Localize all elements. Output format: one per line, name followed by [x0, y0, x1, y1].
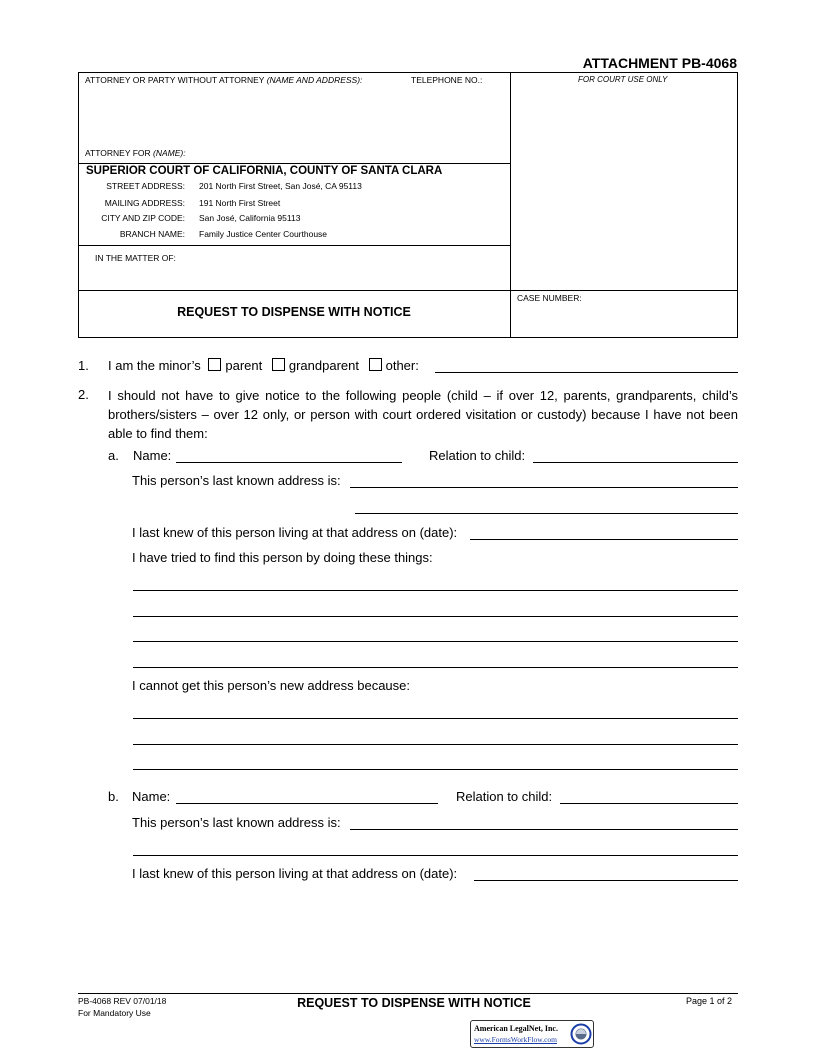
item-1-line — [108, 358, 419, 373]
item-a-letter: a. — [108, 448, 119, 463]
item-a-date-input[interactable] — [470, 539, 738, 540]
attorney-field-label: ATTORNEY OR PARTY WITHOUT ATTORNEY (NAME AND ADDRESS): — [85, 75, 363, 85]
item-b-relation-label: Relation to child: — [456, 789, 553, 804]
item-a-cannot-line-1[interactable] — [133, 718, 738, 719]
item-a-name-input[interactable] — [176, 462, 402, 463]
branch-label: BRANCH NAME: — [119, 229, 185, 239]
other-input[interactable] — [435, 372, 738, 373]
court-name: SUPERIOR COURT OF CALIFORNIA, COUNTY OF SANTA CLARA — [86, 165, 443, 177]
matter-input[interactable] — [190, 250, 500, 284]
case-number-label: CASE NUMBER: — [517, 293, 582, 303]
item-b-date-input[interactable] — [474, 880, 738, 881]
street-label: STREET ADDRESS: — [106, 181, 185, 191]
footer-title: REQUEST TO DISPENSE WITH NOTICE — [297, 996, 531, 1010]
mailing-label: MAILING ADDRESS: — [104, 198, 185, 208]
american-legalnet-logo — [470, 1020, 594, 1048]
city-label: CITY AND ZIP CODE: — [101, 213, 185, 223]
item-1-number: 1. — [78, 358, 89, 373]
logo-line-2: www.FormsWorkFlow.com — [474, 1035, 558, 1044]
footer-page: Page 1 of 2 — [685, 996, 732, 1006]
other-checkbox[interactable] — [369, 358, 382, 371]
item-a-name-label: Name: — [133, 448, 172, 463]
parent-label: parent — [225, 358, 263, 373]
item-b-name-input[interactable] — [176, 803, 438, 804]
matter-rule — [78, 245, 510, 246]
globe-icon — [570, 1023, 592, 1045]
item-b-relation-input[interactable] — [560, 803, 738, 804]
item-b-date-label: I last knew of this person living at that address on (date): — [132, 866, 458, 881]
item-b-letter: b. — [108, 789, 119, 804]
caption-divider — [510, 72, 511, 338]
item-b-address-label: This person’s last known address is: — [132, 815, 341, 830]
other-label: other: — [385, 358, 419, 373]
item-a-relation-label: Relation to child: — [429, 448, 526, 463]
city-value: San José, California 95113 — [199, 213, 301, 223]
item-a-date-label: I last knew of this person living at that address on (date): — [132, 525, 458, 540]
item-1-text: I am the minor’s — [108, 358, 201, 373]
item-a-tried-line-2[interactable] — [133, 616, 738, 617]
item-2-number: 2. — [78, 387, 89, 402]
court-use-label: FOR COURT USE ONLY — [578, 75, 668, 84]
grandparent-label: grandparent — [288, 358, 359, 373]
item-b-address-input-2[interactable] — [133, 855, 738, 856]
item-a-tried-line-3[interactable] — [133, 641, 738, 642]
item-a-address-label: This person’s last known address is: — [132, 473, 341, 488]
footer-mandatory: For Mandatory Use — [78, 1008, 151, 1018]
item-a-cannot-label: I cannot get this person’s new address because: — [132, 678, 410, 693]
item-a-cannot-line-3[interactable] — [133, 769, 738, 770]
case-number-input[interactable] — [516, 305, 732, 333]
grandparent-checkbox[interactable] — [272, 358, 285, 371]
item-a-tried-line-1[interactable] — [133, 590, 738, 591]
attachment-title: ATTACHMENT PB-4068 — [582, 55, 737, 71]
item-b-name-label: Name: — [132, 789, 171, 804]
footer-rule — [78, 993, 738, 994]
item-a-address-input-2[interactable] — [355, 513, 738, 514]
item-a-cannot-line-2[interactable] — [133, 744, 738, 745]
title-rule — [78, 290, 738, 291]
item-a-tried-line-4[interactable] — [133, 667, 738, 668]
footer-form-id: PB-4068 REV 07/01/18 — [78, 996, 167, 1006]
parent-checkbox[interactable] — [208, 358, 221, 371]
logo-line-1: American LegalNet, Inc. — [474, 1024, 558, 1033]
matter-label: IN THE MATTER OF: — [95, 253, 176, 263]
item-a-tried-label: I have tried to find this person by doing these things: — [132, 550, 433, 565]
branch-value: Family Justice Center Courthouse — [199, 229, 328, 239]
attorney-input[interactable] — [84, 88, 504, 144]
item-b-address-input-1[interactable] — [350, 829, 738, 830]
court-rule — [78, 163, 510, 164]
item-a-relation-input[interactable] — [533, 462, 738, 463]
item-2-text: I should not have to give notice to the following people (child – if over 12, parents, grandparents, child’s brothers/sisters – over 12 only, or person with court ordered visitation or custody) because I have not been able to find them: — [108, 388, 738, 441]
telephone-label: TELEPHONE NO.: — [411, 75, 483, 85]
attorney-for-label: ATTORNEY FOR (NAME): — [85, 148, 186, 158]
form-title: REQUEST TO DISPENSE WITH NOTICE — [177, 305, 411, 319]
mailing-value: 191 North First Street — [199, 198, 281, 208]
street-value: 201 North First Street, San José, CA 95113 — [199, 181, 362, 191]
item-a-address-input-1[interactable] — [350, 487, 738, 488]
